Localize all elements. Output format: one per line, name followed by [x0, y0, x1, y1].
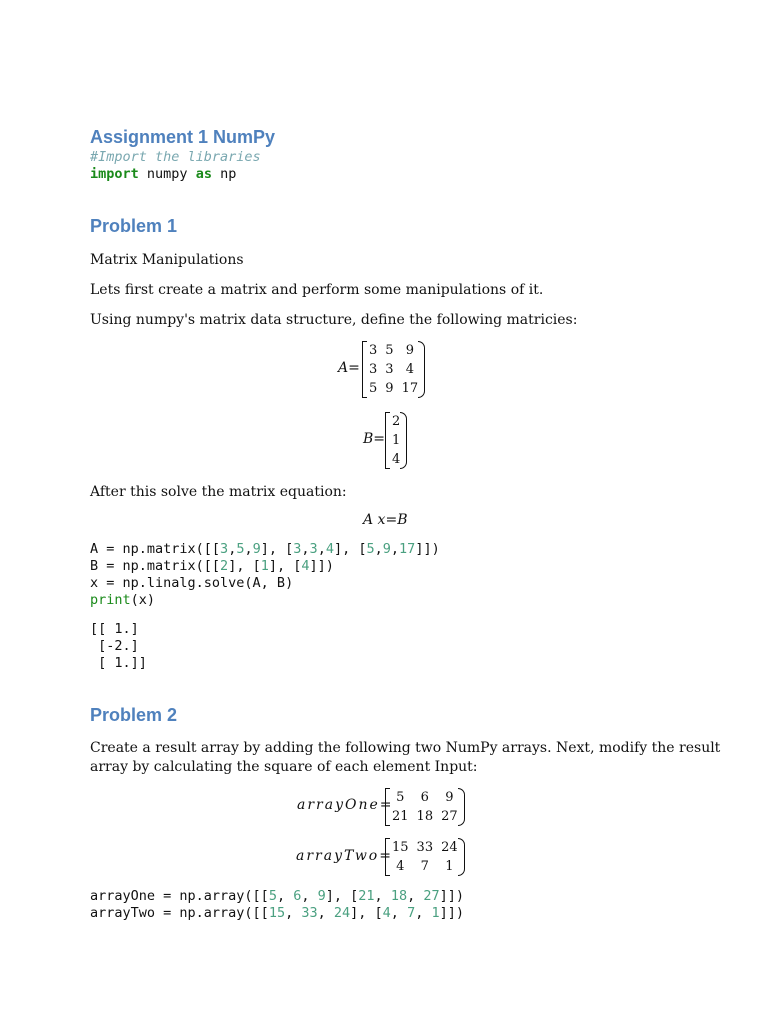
matrix-a-label: A=: [338, 360, 360, 376]
array-one-label: arrayOne=: [297, 797, 394, 813]
code-comment: [90, 149, 261, 165]
output-line-3: [ 1.]]: [90, 655, 147, 671]
array-two-label: arrayTwo=: [296, 848, 393, 864]
module-alias: np: [220, 166, 237, 182]
matrix-equation: A x=B: [363, 512, 408, 528]
as-keyword: as: [195, 166, 212, 182]
code-line-matrix-b: B = np.matrix([[2], [1], [4]]): [90, 558, 334, 574]
problem2-para1-line1: Create a result array by adding the following two NumPy arrays. Next, modify the result: [90, 740, 721, 756]
array-one-matrix: 5 6 9 21 18 27: [388, 788, 462, 826]
code-line-matrix-a: A = np.matrix([[3,5,9], [3,3,4], [5,9,17]]): [90, 541, 440, 557]
problem1-para2: Using numpy's matrix data structure, define the following matricies:: [90, 312, 578, 328]
code-line-array-two: arrayTwo = np.array([[15, 33, 24], [4, 7, 1]]): [90, 905, 464, 921]
problem1-para3: After this solve the matrix equation:: [90, 484, 347, 500]
code-line-array-one: arrayOne = np.array([[5, 6, 9], [21, 18, 27]]): [90, 888, 464, 904]
problem2-para1-line2: array by calculating the square of each element Input:: [90, 759, 478, 775]
matrix-b: 2 1 4: [388, 412, 404, 469]
comment-text: #Import the libraries: [90, 149, 261, 165]
code-line-solve: x = np.linalg.solve(A, B): [90, 575, 294, 591]
assignment-title: Assignment 1 NumPy: [90, 127, 276, 147]
array-two-matrix: 15 33 24 4 7 1: [388, 838, 462, 876]
problem1-para1: Lets first create a matrix and perform some manipulations of it.: [90, 282, 544, 298]
document-page: [90, 0, 721, 1024]
matrix-a: 3 5 9 3 3 4 5 9 17: [365, 341, 422, 398]
code-import-line: [90, 166, 236, 182]
output-line-2: [-2.]: [90, 638, 139, 654]
problem2-title: Problem 2: [90, 705, 178, 725]
matrix-b-label: B=: [363, 431, 386, 447]
problem1-title: Problem 1: [90, 216, 178, 236]
problem1-subtitle: Matrix Manipulations: [90, 252, 244, 268]
import-keyword: import: [90, 166, 139, 182]
code-line-print: print(x): [90, 592, 156, 608]
module-name: numpy: [146, 166, 188, 182]
output-line-1: [[ 1.]: [90, 621, 139, 637]
